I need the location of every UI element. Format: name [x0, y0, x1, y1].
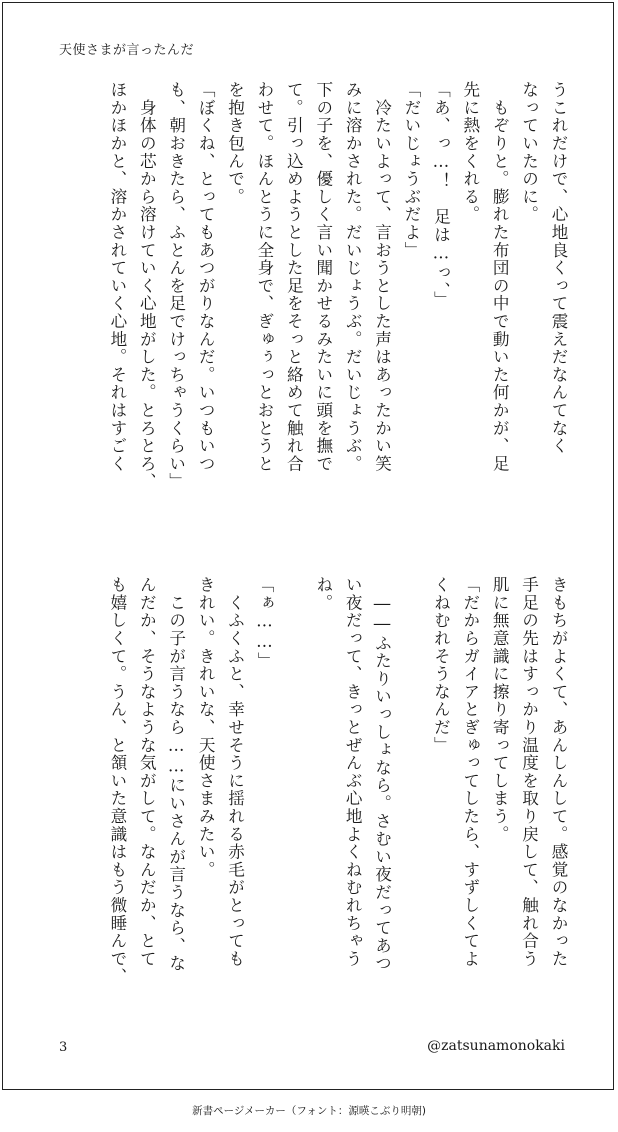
- book-page: [2, 2, 614, 1090]
- page-number: 3: [59, 1040, 68, 1055]
- author-handle: @zatsunamonokaki: [427, 1038, 565, 1054]
- generator-credit: 新書ページメーカー（フォント：源暎こぶり明朝): [192, 1105, 426, 1117]
- body-text-lower-column: きもちがよくて、あんしんして。感覚のなかった 手足の先はすっかり温度を取り戻して、触れ合う 肌に無意識に擦り寄ってしまう。 「だからガイアとぎゅってしたら、すずしくてよ くねむれそうなんだ」 ――ふたりいっしょなら。さむい夜だってあつ い夜だって、きっとぜんぶ心地よくねむれちゃう ね。 「ぁ……」 くふくふと、幸せそうに揺れる赤毛がとっても きれい。きれいな、天使さまみたい。 この子が言うなら……にいさんが言うなら、な んだか、そうなような気がして。なんだか、とて も嬉しくて。うん、と頷いた意識はもう微睡んで、: [107, 576, 568, 986]
- body-text-upper-column: うこれだけで、心地良くって震えだなんてなく なっていたのに。 もぞりと。膨れた布団の中で動いた何かが、足 先に熱をくれる。 「あ、っ…！ 足は…っ、」 「だいじょうぶだよ」 冷たいよって、言おうとした声はあったかい笑 みに溶かされた。だいじょうぶ。だいじょうぶ。 下の子を、優しく言い聞かせるみたいに頭を撫で て。引っ込めようとした足をそっと絡めて触れ合 わせて。ほんとうに全身で、ぎゅぅっとおとうと を抱き包んで。 「ぼくね、とってもあつがりなんだ。いつもいつ も、朝おきたら、ふとんを足でけっちゃうくらい」 身体の芯から溶けていく心地がした。とろとろ、 ほかほかと、溶かされていく心地。それはすごく: [107, 81, 568, 491]
- running-title: 天使さまが言ったんだ: [59, 43, 195, 58]
